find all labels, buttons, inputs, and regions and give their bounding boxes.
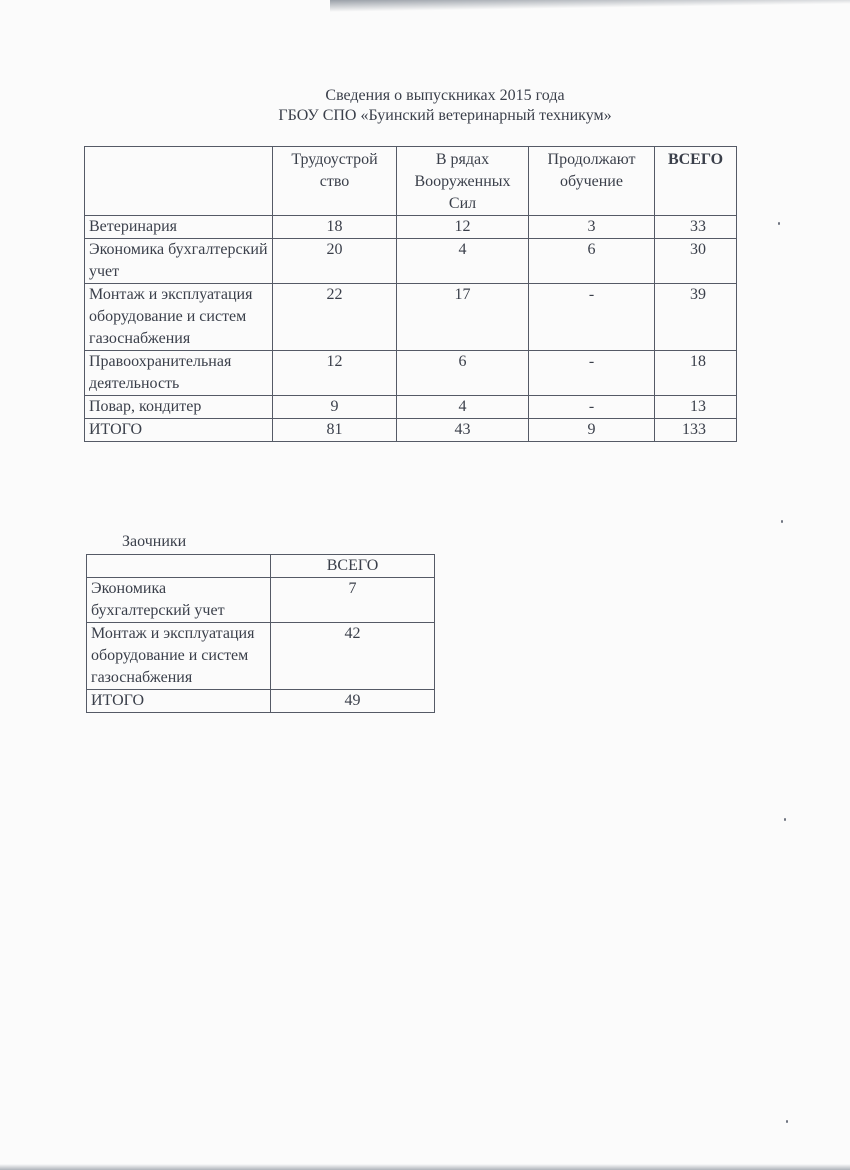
cell-employed: 81: [273, 419, 397, 442]
cell-army: 17: [397, 284, 529, 351]
header-cell: Трудоустрой ство: [273, 147, 397, 216]
row-label: Монтаж и эксплуатация оборудование и систем газоснабжения: [87, 623, 271, 690]
cell-army: 6: [397, 351, 529, 396]
cell-study: -: [529, 396, 655, 419]
cell-total: 42: [271, 623, 435, 690]
header-cell: ВСЕГО: [655, 147, 737, 216]
scan-speck: [778, 222, 780, 225]
row-label: ИТОГО: [85, 419, 273, 442]
table-row: [85, 396, 737, 419]
header-cell: [87, 555, 271, 578]
row-label: Монтаж и эксплуатация оборудование и систем газоснабжения: [85, 284, 273, 351]
extramural-title: Заочники: [122, 533, 187, 550]
cell-employed: 22: [273, 284, 397, 351]
table-row: [85, 216, 737, 239]
cell-study: 6: [529, 239, 655, 284]
header-cell: [85, 147, 273, 216]
header-cell: В рядах Вооруженных Сил: [397, 147, 529, 216]
scan-speck: [786, 1120, 788, 1123]
cell-total: 49: [271, 690, 435, 713]
header-cell: Продолжают обучение: [529, 147, 655, 216]
scan-edge-bottom: [0, 1164, 850, 1170]
graduates-table: [84, 146, 737, 442]
table-header-row: [85, 147, 737, 216]
title-line-2: ГБОУ СПО «Буинский ветеринарный техникум»: [278, 107, 612, 124]
cell-total: 133: [655, 419, 737, 442]
row-label: Ветеринария: [85, 216, 273, 239]
cell-employed: 12: [273, 351, 397, 396]
scan-edge-top: [330, 0, 850, 12]
row-label: Экономика бухгалтерский учет: [87, 578, 271, 623]
document-title: [150, 86, 740, 126]
cell-study: 9: [529, 419, 655, 442]
cell-employed: 9: [273, 396, 397, 419]
table-row: [87, 578, 435, 623]
cell-total: 18: [655, 351, 737, 396]
scan-speck: [784, 818, 786, 821]
scan-speck: [781, 520, 783, 523]
cell-army: 4: [397, 239, 529, 284]
cell-army: 12: [397, 216, 529, 239]
cell-total: 30: [655, 239, 737, 284]
extramural-table: [86, 554, 435, 713]
cell-total: 7: [271, 578, 435, 623]
row-label: ИТОГО: [87, 690, 271, 713]
table-total-row: [85, 419, 737, 442]
row-label: Правоохранительная деятельность: [85, 351, 273, 396]
table-header-row: [87, 555, 435, 578]
row-label: Экономика бухгалтерский учет: [85, 239, 273, 284]
row-label: Повар, кондитер: [85, 396, 273, 419]
cell-total: 39: [655, 284, 737, 351]
table-total-row: [87, 690, 435, 713]
table-row: [85, 351, 737, 396]
cell-employed: 18: [273, 216, 397, 239]
cell-study: -: [529, 284, 655, 351]
cell-army: 43: [397, 419, 529, 442]
cell-study: -: [529, 351, 655, 396]
cell-army: 4: [397, 396, 529, 419]
cell-study: 3: [529, 216, 655, 239]
table-row: [85, 239, 737, 284]
cell-total: 13: [655, 396, 737, 419]
header-cell: ВСЕГО: [271, 555, 435, 578]
table-row: [85, 284, 737, 351]
cell-employed: 20: [273, 239, 397, 284]
table-row: [87, 623, 435, 690]
cell-total: 33: [655, 216, 737, 239]
title-line-1: Сведения о выпускниках 2015 года: [325, 87, 565, 104]
